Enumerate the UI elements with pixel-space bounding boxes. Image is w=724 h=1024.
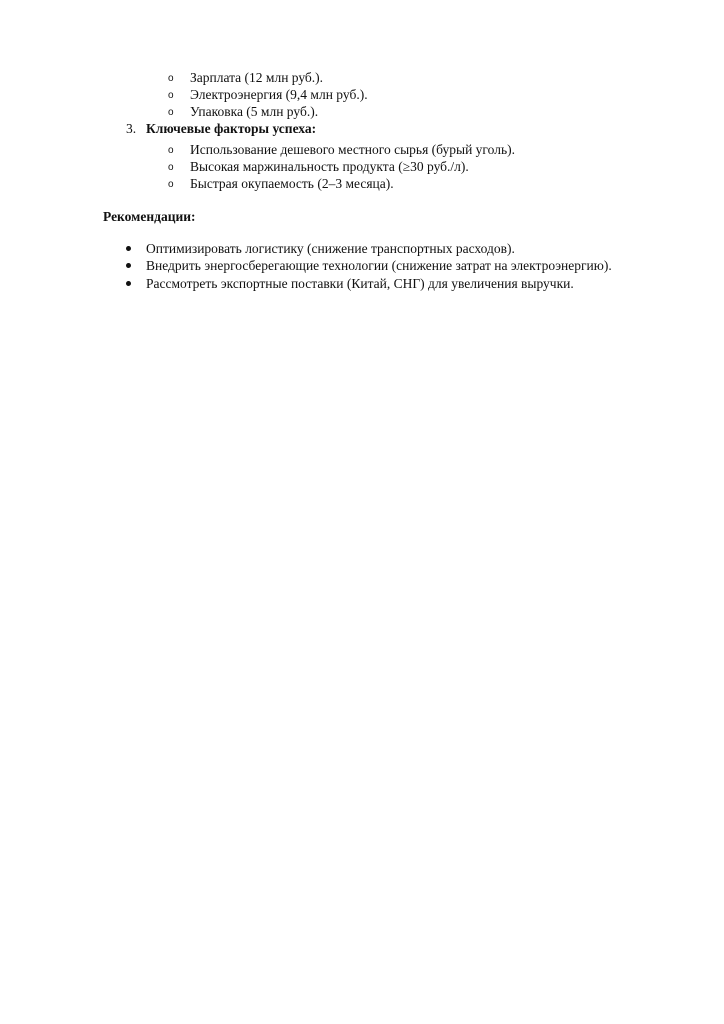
bullet-dot: [126, 281, 131, 286]
list-item: Использование дешевого местного сырья (бурый уголь).: [190, 142, 515, 157]
circle-bullet: o: [168, 90, 174, 101]
list-item: Зарплата (12 млн руб.).: [190, 70, 324, 85]
list-item: Оптимизировать логистику (снижение транспортных расходов).: [146, 241, 515, 256]
bullet-dot: [126, 263, 131, 268]
bullet-dot: [126, 246, 131, 251]
list-item: Внедрить энергосберегающие технологии (снижение затрат на электроэнергию).: [146, 258, 612, 273]
recommendations-heading: Рекомендации:: [103, 209, 196, 224]
list-item: Электроэнергия (9,4 млн руб.).: [190, 87, 368, 102]
circle-bullet: o: [168, 73, 174, 84]
section-title: Ключевые факторы успеха:: [146, 121, 317, 136]
section-number: 3.: [126, 121, 137, 136]
list-item: Упаковка (5 млн руб.).: [190, 104, 319, 119]
circle-bullet: o: [168, 145, 174, 156]
list-item: Быстрая окупаемость (2–3 месяца).: [190, 176, 394, 191]
circle-bullet: o: [168, 179, 174, 190]
circle-bullet: o: [168, 162, 174, 173]
circle-bullet: o: [168, 107, 174, 118]
list-item: Рассмотреть экспортные поставки (Китай, СНГ) для увеличения выручки.: [146, 276, 574, 291]
list-item: Высокая маржинальность продукта (≥30 руб./л).: [190, 159, 469, 174]
